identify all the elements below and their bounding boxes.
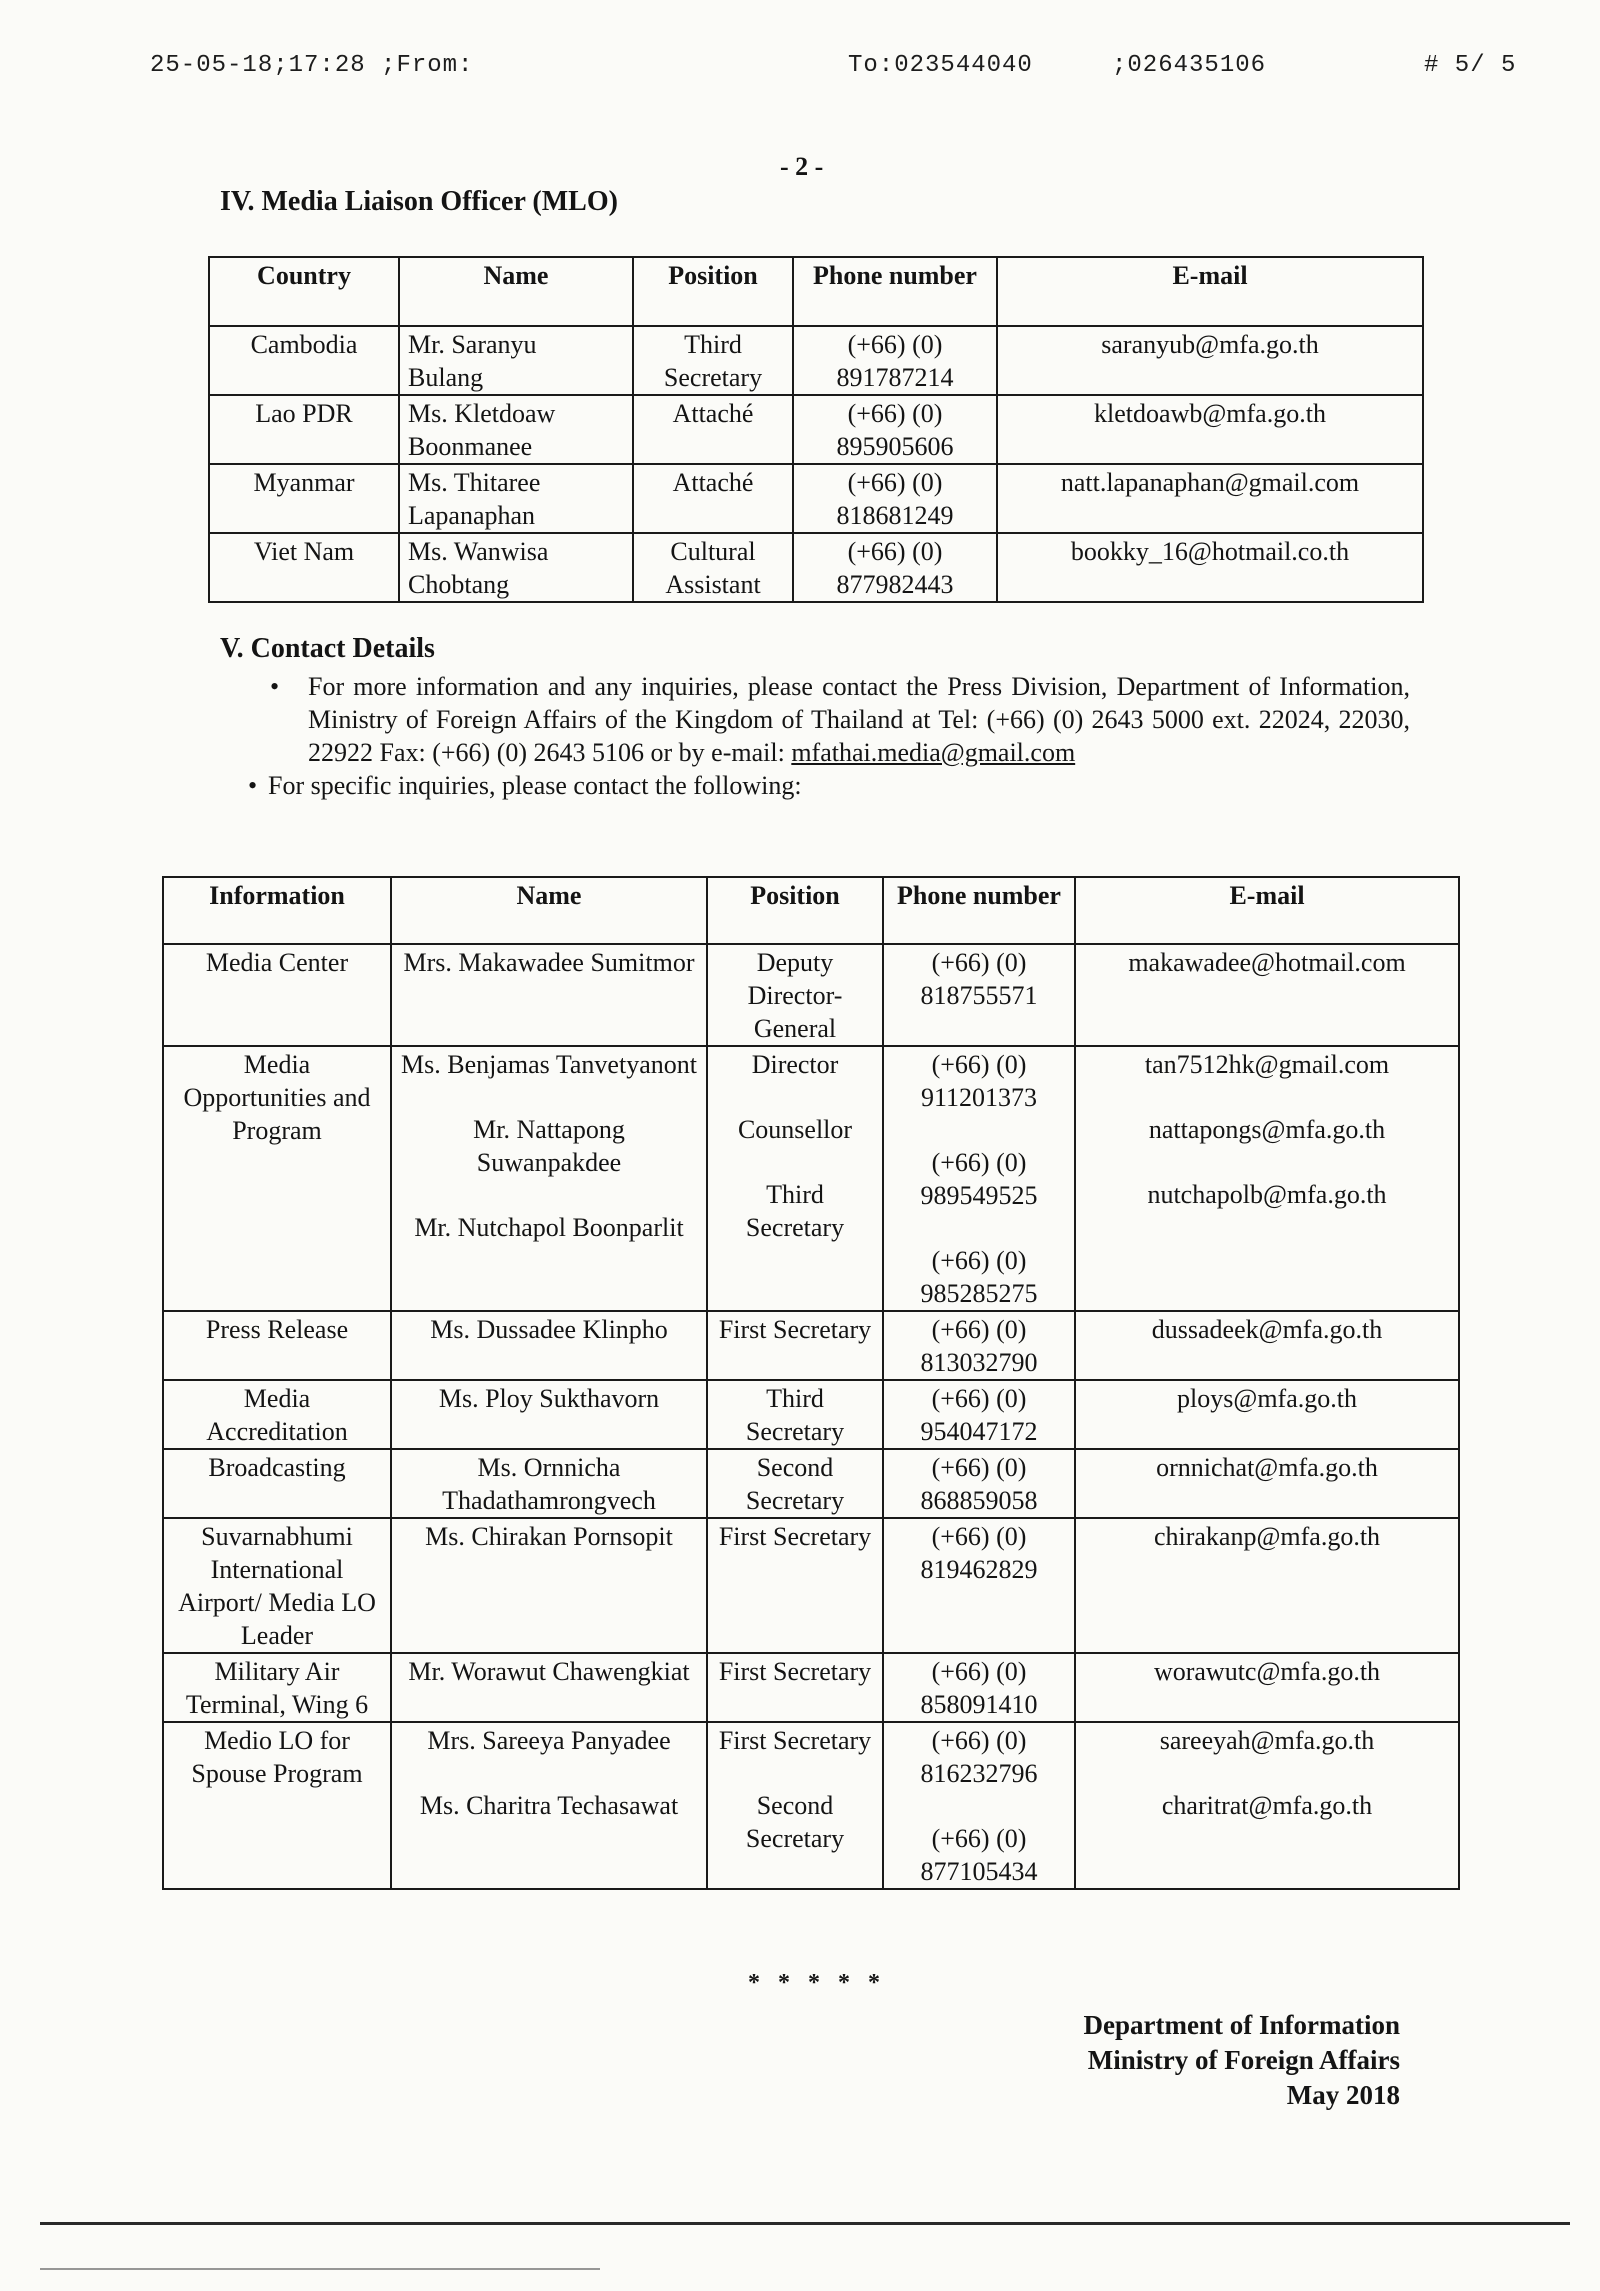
country-text: Myanmar <box>253 468 355 497</box>
column-header: E-mail <box>997 257 1423 326</box>
phone-cell <box>793 395 997 464</box>
spacer <box>716 1146 874 1178</box>
spacer <box>1084 1146 1450 1178</box>
information-text: Suvarnabhumi International Airport/ Media LO Leader <box>178 1522 376 1650</box>
spacer <box>400 1179 698 1211</box>
name-cell <box>399 533 633 602</box>
person-name: Mrs. Sareeya Panyadee <box>427 1726 671 1755</box>
list-item <box>270 670 1410 769</box>
name-cell <box>391 1722 707 1889</box>
name-cell <box>399 395 633 464</box>
bullet-icon: • <box>270 672 280 701</box>
mlo-table <box>208 256 1424 603</box>
email-address[interactable]: kletdoawb@mfa.go.th <box>1094 399 1326 428</box>
position-line: Cultural <box>670 537 756 566</box>
person-name: Mr. Nattapong Suwanpakdee <box>473 1115 625 1177</box>
position-cell <box>707 1722 883 1889</box>
column-header: Name <box>391 877 707 944</box>
name-cell <box>399 326 633 395</box>
country-cell <box>209 464 399 533</box>
position-line: Secretary <box>663 363 763 392</box>
signoff-date: May 2018 <box>1286 2080 1400 2110</box>
signoff <box>1084 2008 1400 2113</box>
bullet-text: For specific inquiries, please contact the following: <box>268 771 802 800</box>
email-address[interactable]: nutchapolb@mfa.go.th <box>1147 1180 1387 1209</box>
name-line: Chobtang <box>408 570 510 599</box>
email-address[interactable]: bookky_16@hotmail.co.th <box>1070 537 1350 566</box>
email-cell <box>1075 1311 1459 1380</box>
email-address[interactable]: ornnichat@mfa.go.th <box>1156 1453 1378 1482</box>
email-address[interactable]: charitrat@mfa.go.th <box>1161 1791 1373 1820</box>
phone-number: 858091410 <box>920 1690 1038 1719</box>
person-position: First Secretary <box>718 1726 872 1755</box>
bullet-text: For more information and any inquiries, please contact the Press Division, Department of Information, Ministry of Foreign Affairs of the Kingdom of Thailand at Tel: (+66) (0) 2643 5000 ext. 22024, 22030, 22922 Fax: (+66) (0) 2643 5106 or by e-mail: <box>308 672 1410 767</box>
column-header: E-mail <box>1075 877 1459 944</box>
position-cell <box>707 1518 883 1653</box>
email-address[interactable]: natt.lapanaphan@gmail.com <box>1060 468 1360 497</box>
table-row <box>163 1449 1459 1518</box>
table-row <box>209 533 1423 602</box>
position-cell <box>707 1380 883 1449</box>
position-cell <box>707 1311 883 1380</box>
phone-number: 877982443 <box>836 570 954 599</box>
phone-number: 818681249 <box>836 501 954 530</box>
spacer <box>892 1790 1066 1822</box>
phone-number: 891787214 <box>836 363 954 392</box>
person-position: Director <box>751 1050 839 1079</box>
person-position: Second Secretary <box>745 1453 845 1515</box>
email-cell <box>997 533 1423 602</box>
column-header: Name <box>399 257 633 326</box>
email-cell <box>1075 1449 1459 1518</box>
spacer <box>1084 1081 1450 1113</box>
person-position: Third Secretary <box>745 1384 845 1446</box>
name-cell <box>391 944 707 1046</box>
information-text: Media Opportunities and Program <box>183 1050 371 1145</box>
phone-number: 816232796 <box>920 1759 1038 1788</box>
contact-bullets <box>248 670 1410 802</box>
phone-prefix: (+66) (0) <box>847 330 943 359</box>
position-line: Third <box>684 330 742 359</box>
phone-cell <box>883 1046 1075 1311</box>
position-line: Attaché <box>672 468 754 497</box>
table-row <box>163 1518 1459 1653</box>
information-text: Military Air Terminal, Wing 6 <box>185 1657 369 1719</box>
phone-number: 819462829 <box>920 1555 1038 1584</box>
position-cell <box>633 464 793 533</box>
contact-heading: V. Contact Details <box>220 633 435 664</box>
spacer <box>716 1081 874 1113</box>
column-header: Position <box>633 257 793 326</box>
table-row <box>163 1380 1459 1449</box>
fax-date-from: 25-05-18;17:28 ;From: <box>150 52 474 79</box>
person-name: Ms. Benjamas Tanvetyanont <box>401 1050 697 1079</box>
phone-number: 868859058 <box>920 1486 1038 1515</box>
name-line: Ms. Thitaree <box>408 468 541 497</box>
column-header: Position <box>707 877 883 944</box>
phone-prefix: (+66) (0) <box>931 1453 1027 1482</box>
phone-cell <box>883 1722 1075 1889</box>
position-cell <box>707 1449 883 1518</box>
email-address[interactable]: saranyub@mfa.go.th <box>1101 330 1319 359</box>
spacer <box>892 1114 1066 1146</box>
information-text: Broadcasting <box>208 1453 346 1482</box>
email-address[interactable]: sareeyah@mfa.go.th <box>1159 1726 1375 1755</box>
table-row <box>163 1722 1459 1889</box>
spacer <box>892 1212 1066 1244</box>
phone-number: 985285275 <box>920 1279 1038 1308</box>
column-header: Phone number <box>793 257 997 326</box>
position-line: Attaché <box>672 399 754 428</box>
person-position: First Secretary <box>718 1522 872 1551</box>
email-cell <box>1075 1518 1459 1653</box>
phone-prefix: (+66) (0) <box>847 468 943 497</box>
position-cell <box>707 1046 883 1311</box>
name-cell <box>399 464 633 533</box>
phone-prefix: (+66) (0) <box>931 1050 1027 1079</box>
person-position: First Secretary <box>718 1315 872 1344</box>
signoff-department: Department of Information <box>1083 2010 1400 2040</box>
position-cell <box>707 944 883 1046</box>
information-cell <box>163 1449 391 1518</box>
table-header-row <box>163 877 1459 944</box>
information-cell <box>163 1311 391 1380</box>
country-text: Cambodia <box>250 330 358 359</box>
table-row <box>163 944 1459 1046</box>
phone-number: 895905606 <box>836 432 954 461</box>
column-header: Phone number <box>883 877 1075 944</box>
phone-prefix: (+66) (0) <box>931 1726 1027 1755</box>
information-text: Press Release <box>205 1315 349 1344</box>
spacer <box>400 1757 698 1789</box>
phone-number: 911201373 <box>920 1083 1038 1112</box>
spacer <box>400 1081 698 1113</box>
email-cell <box>1075 1380 1459 1449</box>
phone-cell <box>883 1311 1075 1380</box>
phone-cell <box>793 464 997 533</box>
name-cell <box>391 1046 707 1311</box>
table-row <box>163 1311 1459 1380</box>
email-cell <box>997 395 1423 464</box>
contact-table <box>162 876 1460 1890</box>
email-cell <box>997 326 1423 395</box>
position-cell <box>707 1653 883 1722</box>
information-cell <box>163 1046 391 1311</box>
person-name: Ms. Dussadee Klinpho <box>430 1315 668 1344</box>
person-position: Third Secretary <box>745 1180 845 1242</box>
person-name: Ms. Ornnicha Thadathamrongvech <box>442 1453 656 1515</box>
person-name: Ms. Ploy Sukthavorn <box>438 1384 660 1413</box>
country-cell <box>209 533 399 602</box>
phone-prefix: (+66) (0) <box>847 399 943 428</box>
table-row <box>163 1046 1459 1311</box>
phone-number: 954047172 <box>920 1417 1038 1446</box>
phone-prefix: (+66) (0) <box>931 1148 1027 1177</box>
phone-number: 818755571 <box>920 981 1038 1010</box>
name-cell <box>391 1380 707 1449</box>
table-row <box>209 326 1423 395</box>
phone-prefix: (+66) (0) <box>931 1657 1027 1686</box>
email-address[interactable]: ploys@mfa.go.th <box>1177 1384 1357 1413</box>
fax-page-count: # 5/ 5 <box>1424 52 1517 79</box>
email-link[interactable]: mfathai.media@gmail.com <box>791 738 1076 767</box>
information-cell <box>163 1653 391 1722</box>
name-cell <box>391 1518 707 1653</box>
column-header: Country <box>209 257 399 326</box>
information-cell <box>163 1518 391 1653</box>
footer-rule <box>40 2222 1570 2225</box>
phone-prefix: (+66) (0) <box>931 1315 1027 1344</box>
email-cell <box>1075 1046 1459 1311</box>
table-row <box>209 395 1423 464</box>
phone-prefix: (+66) (0) <box>847 537 943 566</box>
email-address[interactable]: dussadeek@mfa.go.th <box>1151 1315 1383 1344</box>
section-divider-stars: * * * * * <box>748 1970 886 1996</box>
person-position: Second Secretary <box>745 1791 845 1853</box>
email-address[interactable]: tan7512hk@gmail.com <box>1144 1050 1390 1079</box>
phone-cell <box>883 1449 1075 1518</box>
person-name: Mr. Worawut Chawengkiat <box>408 1657 690 1686</box>
position-cell <box>633 326 793 395</box>
person-name: Ms. Charitra Techasawat <box>419 1791 679 1820</box>
email-cell <box>1075 1722 1459 1889</box>
position-line: Assistant <box>665 570 761 599</box>
email-cell <box>1075 944 1459 1046</box>
person-name: Mrs. Makawadee Sumitmor <box>403 948 695 977</box>
phone-number: 877105434 <box>920 1857 1038 1886</box>
column-header: Information <box>163 877 391 944</box>
information-text: Media Center <box>205 948 349 977</box>
person-position: First Secretary <box>718 1657 872 1686</box>
phone-number: 813032790 <box>920 1348 1038 1377</box>
email-address[interactable]: worawutc@mfa.go.th <box>1153 1657 1381 1686</box>
phone-cell <box>883 1518 1075 1653</box>
person-position: Counsellor <box>737 1115 853 1144</box>
phone-prefix: (+66) (0) <box>931 1522 1027 1551</box>
fax-number: ;026435106 <box>1112 52 1267 79</box>
country-cell <box>209 326 399 395</box>
name-line: Mr. Saranyu <box>408 330 537 359</box>
page-number: - 2 - <box>780 152 824 181</box>
bullet-icon: • <box>248 771 258 800</box>
person-name: Mr. Nutchapol Boonparlit <box>414 1213 684 1242</box>
fax-to: To:023544040 <box>848 52 1033 79</box>
information-cell <box>163 944 391 1046</box>
name-cell <box>391 1449 707 1518</box>
email-address[interactable]: chirakanp@mfa.go.th <box>1153 1522 1381 1551</box>
table-row <box>209 464 1423 533</box>
name-cell <box>391 1653 707 1722</box>
name-line: Lapanaphan <box>408 501 536 530</box>
phone-prefix: (+66) (0) <box>931 1246 1027 1275</box>
phone-prefix: (+66) (0) <box>931 1384 1027 1413</box>
signoff-ministry: Ministry of Foreign Affairs <box>1087 2045 1400 2075</box>
country-cell <box>209 395 399 464</box>
phone-cell <box>793 326 997 395</box>
person-name: Ms. Chirakan Pornsopit <box>425 1522 673 1551</box>
phone-cell <box>793 533 997 602</box>
country-text: Viet Nam <box>253 537 355 566</box>
spacer <box>716 1757 874 1789</box>
spacer <box>1084 1757 1450 1789</box>
phone-cell <box>883 944 1075 1046</box>
information-cell <box>163 1380 391 1449</box>
name-line: Boonmanee <box>408 432 533 461</box>
phone-cell <box>883 1380 1075 1449</box>
mlo-heading: IV. Media Liaison Officer (MLO) <box>220 186 618 217</box>
email-address[interactable]: nattapongs@mfa.go.th <box>1148 1115 1386 1144</box>
footer-rule-faint <box>40 2268 600 2270</box>
name-line: Ms. Kletdoaw <box>408 399 556 428</box>
name-line: Bulang <box>408 363 484 392</box>
email-cell <box>997 464 1423 533</box>
phone-cell <box>883 1653 1075 1722</box>
phone-number: 989549525 <box>920 1181 1038 1210</box>
information-text: Media Accreditation <box>206 1384 348 1446</box>
email-cell <box>1075 1653 1459 1722</box>
position-cell <box>633 533 793 602</box>
name-cell <box>391 1311 707 1380</box>
country-text: Lao PDR <box>255 399 353 428</box>
person-position: Deputy Director-General <box>747 948 843 1043</box>
phone-prefix: (+66) (0) <box>931 948 1027 977</box>
information-cell <box>163 1722 391 1889</box>
information-text: Medio LO for Spouse Program <box>191 1726 363 1788</box>
email-address[interactable]: makawadee@hotmail.com <box>1128 948 1406 977</box>
position-cell <box>633 395 793 464</box>
name-line: Ms. Wanwisa <box>408 537 549 566</box>
list-item <box>248 769 1410 802</box>
table-row <box>163 1653 1459 1722</box>
phone-prefix: (+66) (0) <box>931 1824 1027 1853</box>
table-header-row <box>209 257 1423 326</box>
